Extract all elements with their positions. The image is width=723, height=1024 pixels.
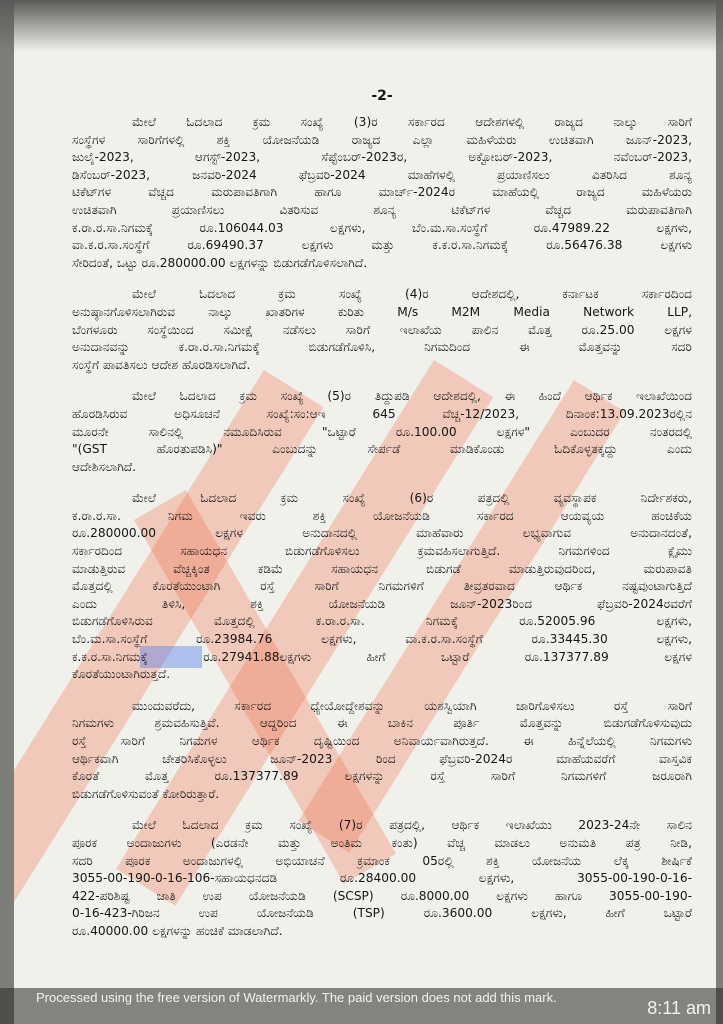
paragraph-line: ಆದೇಶಿಸಲಾಗಿದೆ. xyxy=(72,459,137,474)
watermark-notice: Processed using the free version of Watermarkly. The paid version does not add this mark. xyxy=(36,990,557,1005)
timestamp: 8:11 am xyxy=(647,998,711,1018)
paragraph-p3 xyxy=(72,388,692,476)
paragraph-line: ಕ.ರಾ.ರ.ಸಾ. ನಿಗಮ ಇವರು ಶಕ್ತಿ ಯೋಜನೆಯಡಿ ಸರ್ಕಾರದ ಆಯವ್ಯಯ ಹಂಚಿಕೆಯ xyxy=(72,508,692,523)
paragraph-line: ಕೊರತೆಯುಂಟಾಗಿರುತ್ತದೆ. xyxy=(72,667,171,682)
paragraph-line: ಮುಂದುವರೆದು, ಸರ್ಕಾರದ ಧ್ಯೇಯೋದ್ದೇಶವನ್ನು ಯಶಸ್ವಿಯಾಗಿ ಜಾರಿಗೊಳಿಸಲು ರಸ್ತೆ ಸಾರಿಗೆ xyxy=(132,698,692,713)
paragraph-line: 0-16-423-ಗಿರಿಜನ ಉಪ ಯೋಜನೆಯಡಿ (TSP) ರೂ.3600.00 ಲಕ್ಷಗಳು, ಹೀಗೆ ಒಟ್ಟಾರೆ xyxy=(72,906,692,921)
paragraph-line: ಸಂಸ್ಥೆಗೆ ಪಾವತಿಸಲು ಆದೇಶ ಹೊರಡಿಸಲಾಗಿದೆ. xyxy=(72,357,251,372)
paragraph-line: ಅನುಷ್ಠಾನಗೊಳಿಸಲಾಗಿರುವ ನಾಲ್ಕು ಖಾತರಿಗಳ ಕುರಿತು M/s M2M Media Network LLP, xyxy=(72,304,692,319)
paragraph-line: ಮಾಡುತ್ತಿರುವ ವೆಚ್ಚಕ್ಕಿಂತ ಕಡಿಮೆ ಸಹಾಯಧನ ಬಿಡುಗಡೆ ಮಾಡುತ್ತಿರುವುದರಿಂದ, ಮರುಪಾವತಿ xyxy=(72,561,692,576)
paragraph-line: ಮೇಲೆ ಓದಲಾದ ಕ್ರಮ ಸಂಖ್ಯೆ (3)ರ ಸರ್ಕಾರದ ಆದೇಶಗಳಲ್ಲಿ ರಾಜ್ಯದ ನಾಲ್ಕು ಸಾರಿಗೆ xyxy=(132,115,692,129)
paragraph-line: ಕ.ಕ.ರ.ಸಾ.ನಿಗಮಕ್ಕೆ ರೂ.27941.88ಲಕ್ಷಗಳು ಹೀಗೆ ಒಟ್ಟಾರೆ ರೂ.137377.89 ಲಕ್ಷಗಳ xyxy=(72,649,692,664)
paragraph-line: ರಸ್ತೆ ಸಾರಿಗೆ ನಿಗಮಗಳ ಆರ್ಥಿಕ ದೃಷ್ಟಿಯಿಂದ ಅನಿವಾರ್ಯವಾಗಿರುತ್ತದೆ. ಈ ಹಿನ್ನೆಲೆಯಲ್ಲಿ ನಿಗಮಗಳು xyxy=(72,734,692,748)
paragraph-line: ಬಿಡುಗಡೆಗೊಳಿಸಿರುವ ಮೊತ್ತದಲ್ಲಿ ಕ.ರಾ.ರ.ಸಾ. ನಿಗಮಕ್ಕೆ ರೂ.52005.96 ಲಕ್ಷಗಳು, xyxy=(72,614,692,629)
paragraph-p5 xyxy=(72,698,692,804)
paragraph-line: ಬೆಂಗಳೂರು ಸಂಸ್ಥೆಯಿಂದ ಸಮೀಕ್ಷೆ ನಡೆಸಲು ಸಾರಿಗೆ ಇಲಾಖೆಯ ಪಾಲಿನ ಮೊತ್ತ ರೂ.25.00 ಲಕ್ಷಗಳ xyxy=(72,322,692,337)
paragraph-line: ಮೇಲೆ ಓದಲಾದ ಕ್ರಮ ಸಂಖ್ಯೆ (6)ರ ಪತ್ರದಲ್ಲಿ ವ್ಯವಸ್ಥಾಪಕ ನಿರ್ದೇಶಕರು, xyxy=(132,491,692,506)
paragraph-line: ಸರ್ಕಾರದಿಂದ ಸಹಾಯಧನ ಬಿಡುಗಡೆಗೊಳಿಸಲು ಕ್ರಮವಹಿಸಲಾಗುತ್ತಿದೆ. ನಿಗಮಗಳಿಂದ ಕ್ಲೈಮು xyxy=(72,544,692,559)
paragraph-line: "(GST ಹೊರತುಪಡಿಸಿ)" ಎಂಬುದನ್ನು ಸೇರ್ಪಡೆ ಮಾಡಿಕೊಂಡು ಓದಿಕೊಳ್ಳತಕ್ಕದ್ದು ಎಂದು xyxy=(72,442,692,457)
paragraph-line: ಕ.ರಾ.ರ.ಸಾ.ನಿಗಮಕ್ಕೆ ರೂ.106044.03 ಲಕ್ಷಗಳು, ಬೆಂ.ಮ.ಸಾ.ಸಂಸ್ಥೆಗೆ ರೂ.47989.22 ಲಕ್ಷಗಳು, xyxy=(72,220,692,235)
paragraph-line: ಬಿಡುಗಡೆಗೊಳಿಸುವಂತೆ ಕೋರಿರುತ್ತಾರೆ. xyxy=(72,786,220,801)
paragraph-line: ಟಿಕೆಟ್‌ಗಳ ವೆಚ್ಚದ ಮರುಪಾವತಿಗಾಗಿ ಹಾಗೂ ಮಾರ್ಚ್-2024ರ ಮಾಹೆಯಲ್ಲಿ ರಾಜ್ಯದ ಮಹಿಳೆಯರು xyxy=(72,185,692,200)
paragraph-line: ಮೇಲೆ ಓದಲಾದ ಕ್ರಮ ಸಂಖ್ಯೆ (5)ರ ತಿದ್ದುಪಡಿ ಆದೇಶದಲ್ಲಿ, ಈ ಹಿಂದೆ ಆರ್ಥಿಕ ಇಲಾಖೆಯಿಂದ xyxy=(132,389,692,404)
paragraph-line: ಸದರಿ ಪೂರಕ ಅಂದಾಜುಗಳಲ್ಲಿ ಅಭಿಯಾಚನೆ ಕ್ರಮಾಂಕ 05ರಲ್ಲಿ ಶಕ್ತಿ ಯೋಜನೆಯ ಲೆಕ್ಕ ಶೀರ್ಷಿಕೆ xyxy=(72,853,692,868)
paragraph-p2 xyxy=(72,286,692,374)
paragraph-p6 xyxy=(72,817,692,940)
paragraph-line: ಎಂದು ತಿಳಿಸಿ, ಶಕ್ತಿ ಯೋಜನೆಯಡಿ ಜೂನ್-2023ರಿಂದ ಫೆಬ್ರವರಿ-2024ರವರೆಗೆ xyxy=(72,596,692,611)
paragraph-line: ಬೆಂ.ಮ.ಸಾ.ಸಂಸ್ಥೆಗೆ ರೂ.23984.76 ಲಕ್ಷಗಳು, ವಾ.ಕ.ರ.ಸಾ.ಸಂಸ್ಥೆಗೆ ರೂ.33445.30 ಲಕ್ಷಗಳು, xyxy=(72,632,692,647)
page-number: -2- xyxy=(371,88,393,104)
paragraph-line: ಮೊತ್ತದಲ್ಲಿ ಕೊರತೆಯುಂಟಾಗಿ ರಸ್ತೆ ಸಾರಿಗೆ ನಿಗಮಗಳಿಗೆ ತೀವ್ರತರವಾದ ಆರ್ಥಿಕ ನಷ್ಟವುಂಟಾಗುತ್ತಿದೆ xyxy=(72,579,692,594)
paragraph-line: ಕೊರತೆ ಮೊತ್ತ ರೂ.137377.89 ಲಕ್ಷಗಳನ್ನು ರಸ್ತೆ ಸಾರಿಗೆ ನಿಗಮಗಳಿಗೆ ಜರೂರಾಗಿ xyxy=(72,769,692,784)
paragraph-line: ಜುಲೈ-2023, ಆಗಸ್ಟ್-2023, ಸೆಪ್ಟೆಂಬರ್-2023ರ, ಅಕ್ಟೋಬರ್-2023, ನವೆಂಬರ್-2023, xyxy=(72,150,692,165)
paragraph-line: ವಾ.ಕ.ರ.ಸಾ.ಸಂಸ್ಥೆಗೆ ರೂ.69490.37 ಲಕ್ಷಗಳು ಮತ್ತು ಕ.ಕ.ರ.ಸಾ.ನಿಗಮಕ್ಕೆ ರೂ.56476.38 ಲಕ್ಷಗಳು xyxy=(72,238,692,253)
paragraph-line: ಸೇರಿದಂತೆ, ಒಟ್ಟು ರೂ.280000.00 ಲಕ್ಷಗಳನ್ನು ಬಿಡುಗಡೆಗೊಳಿಸಲಾಗಿದೆ. xyxy=(72,255,368,270)
paragraph-p1 xyxy=(72,114,692,272)
paragraph-line: ನಿಗಮಗಳು ಶ್ರಮವಹಿಸುತ್ತಿವೆ. ಆದ್ದರಿಂದ ಈ ಬಾಕಿನ ಪೂರ್ತಿ ಮೊತ್ತವನ್ನು ಬಿಡುಗಡೆಗೊಳಿಸುವುದು xyxy=(72,716,692,731)
paragraph-line: ಸಂಸ್ಥೆಗಳ ಸಾರಿಗೆಗಳಲ್ಲಿ ಶಕ್ತಿ ಯೋಜನೆಯಡಿ ರಾಜ್ಯದ ಎಲ್ಲಾ ಮಹಿಳೆಯರು ಉಚಿತವಾಗಿ ಜೂನ್-2023, xyxy=(72,132,692,147)
paragraph-p4 xyxy=(72,490,692,684)
paragraph-line: ರೂ.280000.00 ಲಕ್ಷಗಳ ಅನುದಾನದಲ್ಲಿ ಮಾಹೆವಾರು ಲಭ್ಯವಾಗುವ ಅನುದಾನದಂತೆ, xyxy=(72,526,692,541)
paragraph-line: ಉಚಿತವಾಗಿ ಪ್ರಯಾಣಿಸಲು ವಿತರಿಸುವ ಶೂನ್ಯ ಟಿಕೆಟ್‌ಗಳ ವೆಚ್ಚದ ಮರುಪಾವತಿಗಾಗಿ xyxy=(72,202,692,217)
document-body xyxy=(72,88,692,955)
photo-shadow xyxy=(0,0,723,52)
paragraph-line: 3055-00-190-0-16-106-ಸಹಾಯಧನದಡಿ ರೂ.28400.00 ಲಕ್ಷಗಳು, 3055-00-190-0-16- xyxy=(72,871,692,886)
paragraph-line: ಮೇಲೆ ಓದಲಾದ ಕ್ರಮ ಸಂಖ್ಯೆ (4)ರ ಆದೇಶದಲ್ಲಿ, ಕರ್ನಾಟಕ ಸರ್ಕಾರದಿಂದ xyxy=(132,287,692,302)
paragraph-line: ಅನುದಾನವನ್ನು ಕ.ರಾ.ರ.ಸಾ.ನಿಗಮಕ್ಕೆ ಬಿಡುಗಡೆಗೊಳಿಸಿ, ನಿಗಮದಿಂದ ಈ ಮೊತ್ತವನ್ನು ಸದರಿ xyxy=(72,340,692,355)
paragraph-line: ರೂ.40000.00 ಲಕ್ಷಗಳನ್ನು ಹಂಚಿಕೆ ಮಾಡಲಾಗಿದೆ. xyxy=(72,923,283,938)
paragraph-line: ಆರ್ಥಿಕವಾಗಿ ಚೇತರಿಸಿಕೊಳ್ಳಲು ಜೂನ್-2023 ರಿಂದ ಫೆಬ್ರವರಿ-2024ರ ಮಾಹೆಯವರೆಗೆ ವಾಸ್ತವಿಕ xyxy=(72,751,692,766)
paragraph-line: ಮೇಲೆ ಓದಲಾದ ಕ್ರಮ ಸಂಖ್ಯೆ (7)ರ ಪತ್ರದಲ್ಲಿ, ಆರ್ಥಿಕ ಇಲಾಖೆಯು 2023-24ನೇ ಸಾಲಿನ xyxy=(132,818,692,833)
paragraph-line: ಡಿಸೆಂಬರ್-2023, ಜನವರಿ-2024 ಫೆಬ್ರವರಿ-2024 ಮಾಹೆಗಳಲ್ಲಿ ಪ್ರಯಾಣಿಸಲು ವಿತರಿಸಿದ ಶೂನ್ಯ xyxy=(72,167,692,182)
paragraph-container xyxy=(72,114,692,941)
paragraph-line: 422-ಪರಿಶಿಷ್ಟ ಜಾತಿ ಉಪ ಯೋಜನೆಯಡಿ (SCSP) ರೂ.8000.00 ಲಕ್ಷಗಳು ಹಾಗೂ 3055-00-190- xyxy=(72,888,692,903)
paragraph-line: ಮೂರನೇ ಸಾಲಿನಲ್ಲಿ ನಮೂದಿಸಿರುವ "ಒಟ್ಟಾರೆ ರೂ.100.00 ಲಕ್ಷಗಳ" ಎಂಬುದರ ನಂತರದಲ್ಲಿ xyxy=(72,424,692,439)
paragraph-line: ಹೊರಡಿಸಿರುವ ಅಧಿಸೂಚನೆ ಸಂಖ್ಯೆ:ಸಂ:ಆಇ 645 ವೆಚ್ಚ-12/2023, ದಿನಾಂಕ:13.09.2023ರಲ್ಲಿನ xyxy=(72,406,692,421)
paragraph-line: ಪೂರಕ ಅಂದಾಜುಗಳು (ಎರಡನೇ ಮತ್ತು ಅಂತಿಮ ಕಂತು) ವೆಚ್ಚ ಮಾಡಲು ಅನುಮತಿ ಪತ್ರ ನೀಡಿ, xyxy=(72,835,692,850)
